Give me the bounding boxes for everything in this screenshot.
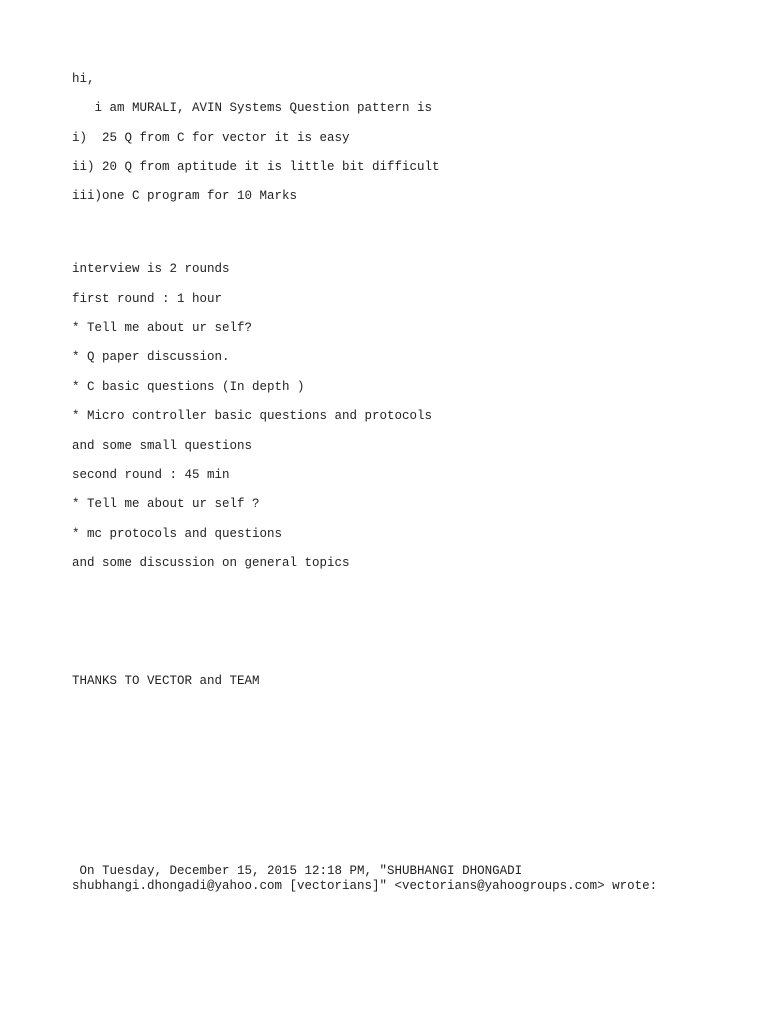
greeting: hi, (72, 72, 95, 86)
pattern-item: i) 25 Q from C for vector it is easy (72, 131, 350, 145)
second-round-item: * mc protocols and questions (72, 527, 283, 541)
interview-intro: interview is 2 rounds (72, 262, 230, 276)
first-round-item: * Q paper discussion. (72, 350, 230, 364)
pattern-item: iii)one C program for 10 Marks (72, 189, 298, 203)
first-round-extra: and some small questions (72, 439, 253, 453)
first-round-item: * Tell me about ur self? (72, 321, 253, 335)
thanks-line: THANKS TO VECTOR and TEAM (72, 674, 260, 688)
pattern-item: ii) 20 Q from aptitude it is little bit difficult (72, 160, 440, 174)
second-round-item: * Tell me about ur self ? (72, 497, 260, 511)
second-round-extra: and some discussion on general topics (72, 556, 350, 570)
second-round-title: second round : 45 min (72, 468, 230, 482)
first-round-item: * C basic questions (In depth ) (72, 380, 305, 394)
intro-line: i am MURALI, AVIN Systems Question pattern is (72, 101, 433, 115)
quote-header-line: shubhangi.dhongadi@yahoo.com [vectorians]" <vectorians@yahoogroups.com> wrote: (72, 879, 658, 893)
first-round-item: * Micro controller basic questions and protocols (72, 409, 433, 423)
first-round-title: first round : 1 hour (72, 292, 223, 306)
quote-header-line: On Tuesday, December 15, 2015 12:18 PM, "SHUBHANGI DHONGADI (72, 864, 523, 878)
